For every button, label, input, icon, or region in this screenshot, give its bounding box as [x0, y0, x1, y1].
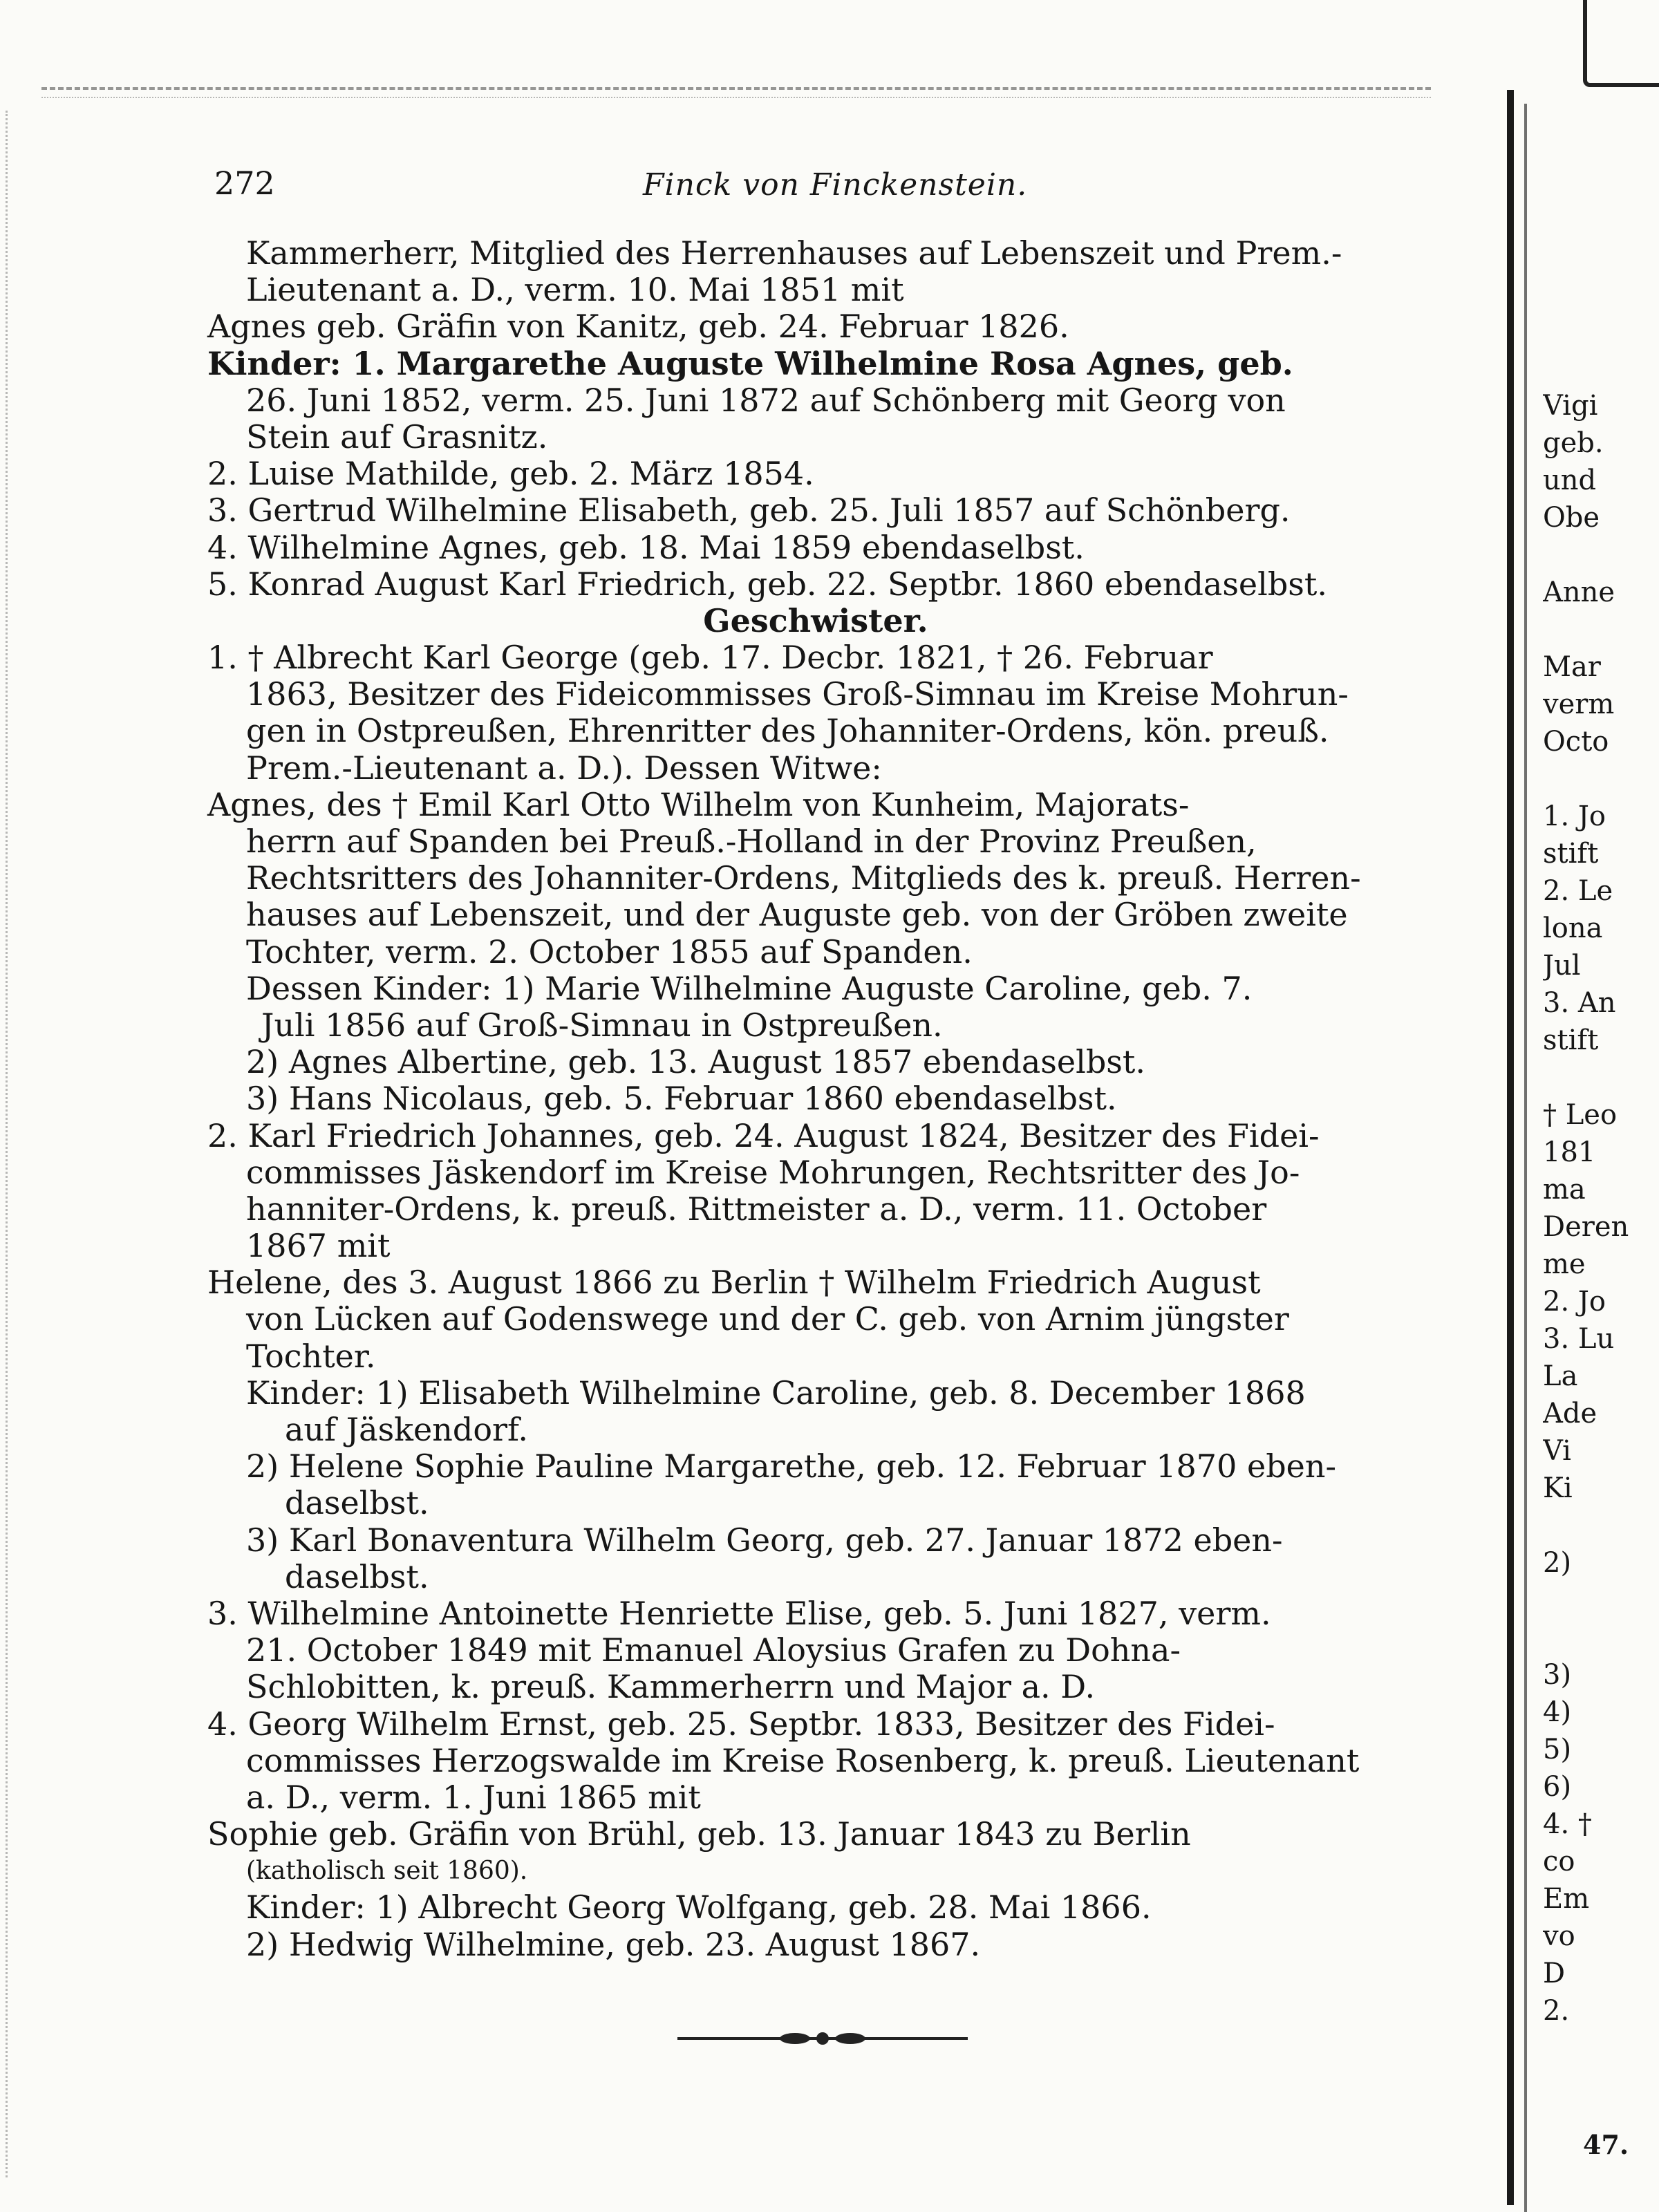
- children-heading-line: Kinder: 1. Margarethe Auguste Wilhelmine Rosa Agnes, geb.: [207, 344, 1293, 382]
- text-line: a. D., verm. 1. Juni 1865 mit: [246, 1778, 701, 1816]
- children-heading-line: Kinder: 1) Albrecht Georg Wolfgang, geb. 28. Mai 1866.: [246, 1888, 1152, 1927]
- fragment-line: [1543, 611, 1659, 648]
- child-entry: 4. Wilhelmine Agnes, geb. 18. Mai 1859 ebendaselbst.: [207, 528, 1085, 566]
- fragment-line: 181: [1543, 1136, 1596, 1168]
- fragment-line: [1543, 1059, 1659, 1096]
- fragment-line: stift: [1543, 838, 1599, 870]
- sibling-entry: 2. Karl Friedrich Johannes, geb. 24. August 1824, Besitzer des Fidei-: [207, 1116, 1320, 1154]
- next-page-fragment: [1543, 387, 1659, 2030]
- text-line: 26. Juni 1852, verm. 25. Juni 1872 auf Schönberg mit Georg von: [246, 381, 1286, 419]
- text-line: auf Jäskendorf.: [285, 1411, 529, 1448]
- fragment-line: [1543, 760, 1659, 798]
- fragment-line: D: [1543, 1958, 1566, 1989]
- text-line: Rechtsritters des Johanniter-Ordens, Mitglieds des k. preuß. Herren-: [246, 859, 1361, 897]
- fragment-line: 1. Jo: [1543, 800, 1606, 832]
- fragment-line: 6): [1543, 1771, 1572, 1803]
- fragment-line: † Leo: [1543, 1099, 1618, 1131]
- fragment-line: ma: [1543, 1174, 1586, 1206]
- child-entry: 2) Helene Sophie Pauline Margarethe, geb. 12. Februar 1870 eben-: [246, 1447, 1337, 1485]
- fragment-line: [1543, 1507, 1659, 1544]
- text-line: commisses Herzogswalde im Kreise Rosenberg, k. preuß. Lieutenant: [246, 1741, 1360, 1779]
- text-line: 1863, Besitzer des Fideicommisses Groß-Simnau im Kreise Mohrun-: [246, 675, 1349, 713]
- fragment-line: 2): [1543, 1547, 1572, 1579]
- text-line: Juli 1856 auf Groß-Simnau in Ostpreußen.: [261, 1006, 943, 1044]
- text-line: Schlobitten, k. preuß. Kammerherrn und Major a. D.: [246, 1668, 1096, 1706]
- book-binding-edge: [1507, 90, 1514, 2205]
- scan-top-rule: [41, 87, 1431, 90]
- fragment-line: 3): [1543, 1659, 1572, 1691]
- fragment-line: verm: [1543, 688, 1615, 720]
- text-line: commisses Jäskendorf im Kreise Mohrungen, Rechtsritter des Jo-: [246, 1153, 1300, 1191]
- text-line: Tochter.: [246, 1337, 376, 1375]
- fragment-line: 3. Lu: [1543, 1323, 1615, 1355]
- fragment-line: Ki: [1543, 1472, 1573, 1504]
- fragment-line: 2.: [1543, 1995, 1570, 2027]
- text-line: (katholisch seit 1860).: [246, 1857, 528, 1886]
- fragment-line: La: [1543, 1360, 1578, 1392]
- child-entry: 2) Agnes Albertine, geb. 13. August 1857 ebendaselbst.: [246, 1043, 1146, 1081]
- running-title: Finck von Finckenstein.: [643, 167, 1028, 203]
- end-ornament-icon: [677, 2028, 968, 2049]
- sibling-entry: 3. Wilhelmine Antoinette Henriette Elise, geb. 5. Juni 1827, verm.: [207, 1594, 1271, 1632]
- text-line: Prem.-Lieutenant a. D.). Dessen Witwe:: [246, 749, 882, 787]
- spouse-entry: Helene, des 3. August 1866 zu Berlin † Wilhelm Friedrich August: [207, 1264, 1261, 1302]
- child-entry: 3) Karl Bonaventura Wilhelm Georg, geb. 27. Januar 1872 eben-: [246, 1521, 1283, 1559]
- children-heading-line: Dessen Kinder: 1) Marie Wilhelmine Auguste Caroline, geb. 7.: [246, 969, 1253, 1007]
- fragment-line: Jul: [1543, 950, 1581, 982]
- text-line: 21. October 1849 mit Emanuel Aloysius Grafen zu Dohna-: [246, 1631, 1181, 1669]
- fragment-line: Mar: [1543, 651, 1601, 683]
- fragment-line: vo: [1543, 1920, 1575, 1952]
- fragment-line: [1543, 1582, 1659, 1619]
- spouse-entry: Agnes, des † Emil Karl Otto Wilhelm von Kunheim, Majorats-: [207, 785, 1190, 823]
- text-line: hanniter-Ordens, k. preuß. Rittmeister a. D., verm. 11. October: [246, 1190, 1267, 1228]
- text-line: daselbst.: [285, 1484, 429, 1522]
- fragment-line: 2. Jo: [1543, 1286, 1606, 1318]
- next-page-footer: 47.: [1583, 2129, 1629, 2160]
- text-line: gen in Ostpreußen, Ehrenritter des Johanniter-Ordens, kön. preuß.: [246, 712, 1329, 750]
- text-line: Kammerherr, Mitglied des Herrenhauses auf Lebenszeit und Prem.-: [246, 234, 1342, 272]
- text-line: hauses auf Lebenszeit, und der Auguste geb. von der Gröben zweite: [246, 896, 1348, 934]
- text-line: herrn auf Spanden bei Preuß.-Holland in der Provinz Preußen,: [246, 823, 1257, 860]
- fragment-line: Em: [1543, 1883, 1590, 1915]
- child-entry: 5. Konrad August Karl Friedrich, geb. 22. Septbr. 1860 ebendaselbst.: [207, 565, 1328, 603]
- spouse-entry: Agnes geb. Gräfin von Kanitz, geb. 24. Februar 1826.: [207, 308, 1069, 346]
- page-header: [214, 165, 1417, 213]
- page-body: [207, 235, 1424, 1963]
- sibling-entry: 1. † Albrecht Karl George (geb. 17. Decbr. 1821, † 26. Februar: [207, 639, 1213, 677]
- fragment-line: 4): [1543, 1696, 1572, 1728]
- text-line: Lieutenant a. D., verm. 10. Mai 1851 mit: [246, 271, 904, 309]
- fragment-line: 3. An: [1543, 987, 1616, 1019]
- fragment-line: [1543, 1619, 1659, 1656]
- fragment-line: [1543, 536, 1659, 574]
- text-line: Tochter, verm. 2. October 1855 auf Spanden.: [246, 932, 973, 971]
- scan-top-rule-faint: [41, 97, 1431, 98]
- fragment-line: me: [1543, 1248, 1586, 1280]
- fragment-line: Vigi: [1543, 390, 1598, 422]
- fragment-line: Ade: [1543, 1398, 1597, 1430]
- fragment-line: Vi: [1543, 1435, 1571, 1467]
- book-binding-edge-inner: [1524, 104, 1527, 2212]
- fragment-line: stift: [1543, 1024, 1599, 1056]
- page-number: 272: [214, 165, 275, 202]
- fragment-line: Deren: [1543, 1211, 1629, 1243]
- fragment-line: 4. †: [1543, 1808, 1592, 1840]
- fragment-line: Anne: [1543, 577, 1615, 608]
- fragment-line: 2. Le: [1543, 875, 1613, 907]
- next-page-corner: [1583, 0, 1659, 87]
- section-heading-geschwister: Geschwister.: [703, 601, 928, 639]
- fragment-line: co: [1543, 1846, 1575, 1877]
- fragment-line: geb.: [1543, 427, 1604, 459]
- fragment-line: 5): [1543, 1734, 1572, 1765]
- fragment-line: Octo: [1543, 726, 1609, 758]
- text-line: daselbst.: [285, 1557, 429, 1595]
- child-entry: 3) Hans Nicolaus, geb. 5. Februar 1860 ebendaselbst.: [246, 1080, 1117, 1118]
- children-heading-line: Kinder: 1) Elisabeth Wilhelmine Caroline, geb. 8. December 1868: [246, 1374, 1306, 1412]
- text-line: Stein auf Grasnitz.: [246, 418, 548, 456]
- child-entry: 2. Luise Mathilde, geb. 2. März 1854.: [207, 455, 814, 493]
- fragment-line: und: [1543, 465, 1597, 496]
- text-line: von Lücken auf Godenswege und der C. geb. von Arnim jüngster: [246, 1300, 1289, 1338]
- left-margin-marks: [6, 111, 13, 2177]
- fragment-line: Obe: [1543, 502, 1600, 534]
- sibling-entry: 4. Georg Wilhelm Ernst, geb. 25. Septbr. 1833, Besitzer des Fidei-: [207, 1705, 1275, 1743]
- child-entry: 2) Hedwig Wilhelmine, geb. 23. August 1867.: [246, 1925, 981, 1963]
- fragment-line: lona: [1543, 912, 1603, 944]
- text-line: 1867 mit: [246, 1227, 391, 1265]
- child-entry: 3. Gertrud Wilhelmine Elisabeth, geb. 25. Juli 1857 auf Schönberg.: [207, 491, 1291, 529]
- spouse-entry: Sophie geb. Gräfin von Brühl, geb. 13. Januar 1843 zu Berlin: [207, 1815, 1191, 1853]
